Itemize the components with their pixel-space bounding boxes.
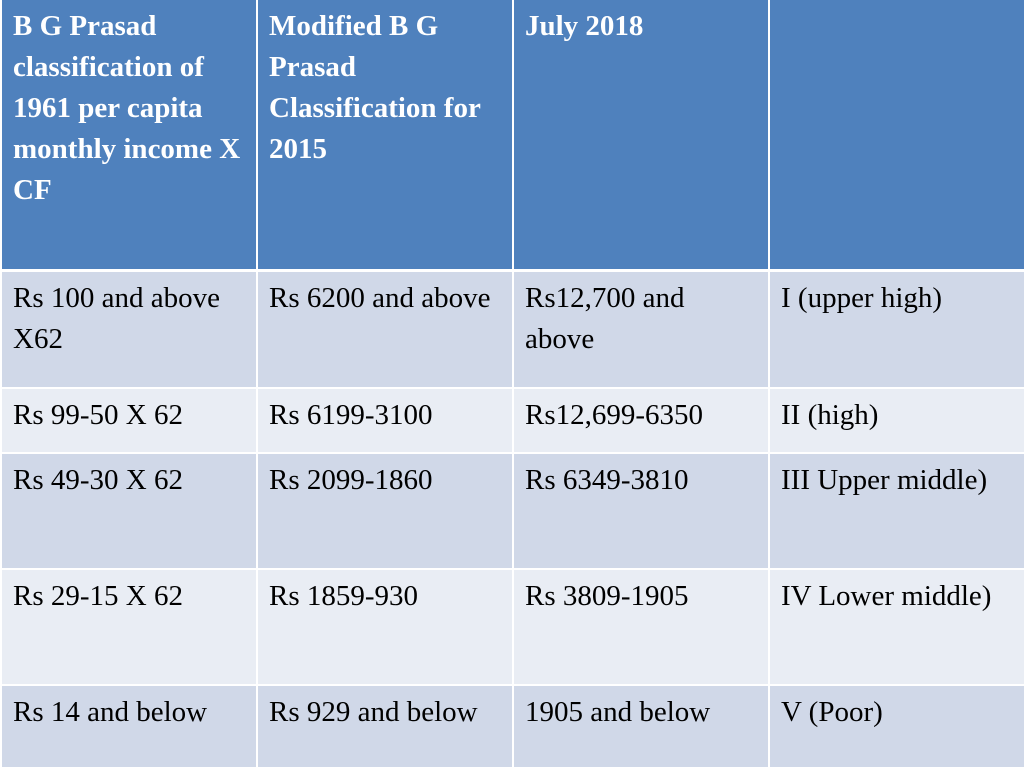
table-cell: Rs 6199-3100 [257,388,513,453]
table-row [1,685,1024,768]
table-cell: Rs 99-50 X 62 [1,388,257,453]
table-cell: Rs 29-15 X 62 [1,569,257,685]
table-cell: Rs 100 and above X62 [1,270,257,388]
table-cell: Rs 14 and below [1,685,257,768]
table-cell: Rs 1859-930 [257,569,513,685]
table-cell: Rs 6349-3810 [513,453,769,569]
table-cell: Rs 6200 and above [257,270,513,388]
table-cell: III Upper middle) [769,453,1024,569]
table-row [1,569,1024,685]
table-cell: IV Lower middle) [769,569,1024,685]
table-cell: Rs 49-30 X 62 [1,453,257,569]
table-cell: Rs 2099-1860 [257,453,513,569]
table-cell: Rs 929 and below [257,685,513,768]
table-cell: Rs12,699-6350 [513,388,769,453]
table-row [1,388,1024,453]
table-cell: V (Poor) [769,685,1024,768]
table-cell: Rs 3809-1905 [513,569,769,685]
table-header-row [1,0,1024,270]
table-cell: I (upper high) [769,270,1024,388]
table-cell: 1905 and below [513,685,769,768]
header-class [769,0,1024,270]
table-cell: Rs12,700 and above [513,270,769,388]
header-bg-prasad-1961: B G Prasad classification of 1961 per capita monthly income X CF [1,0,257,270]
header-modified-2015: Modified B G Prasad Classification for 2015 [257,0,513,270]
header-july-2018: July 2018 [513,0,769,270]
table-cell: II (high) [769,388,1024,453]
table-row [1,270,1024,388]
table-row [1,453,1024,569]
